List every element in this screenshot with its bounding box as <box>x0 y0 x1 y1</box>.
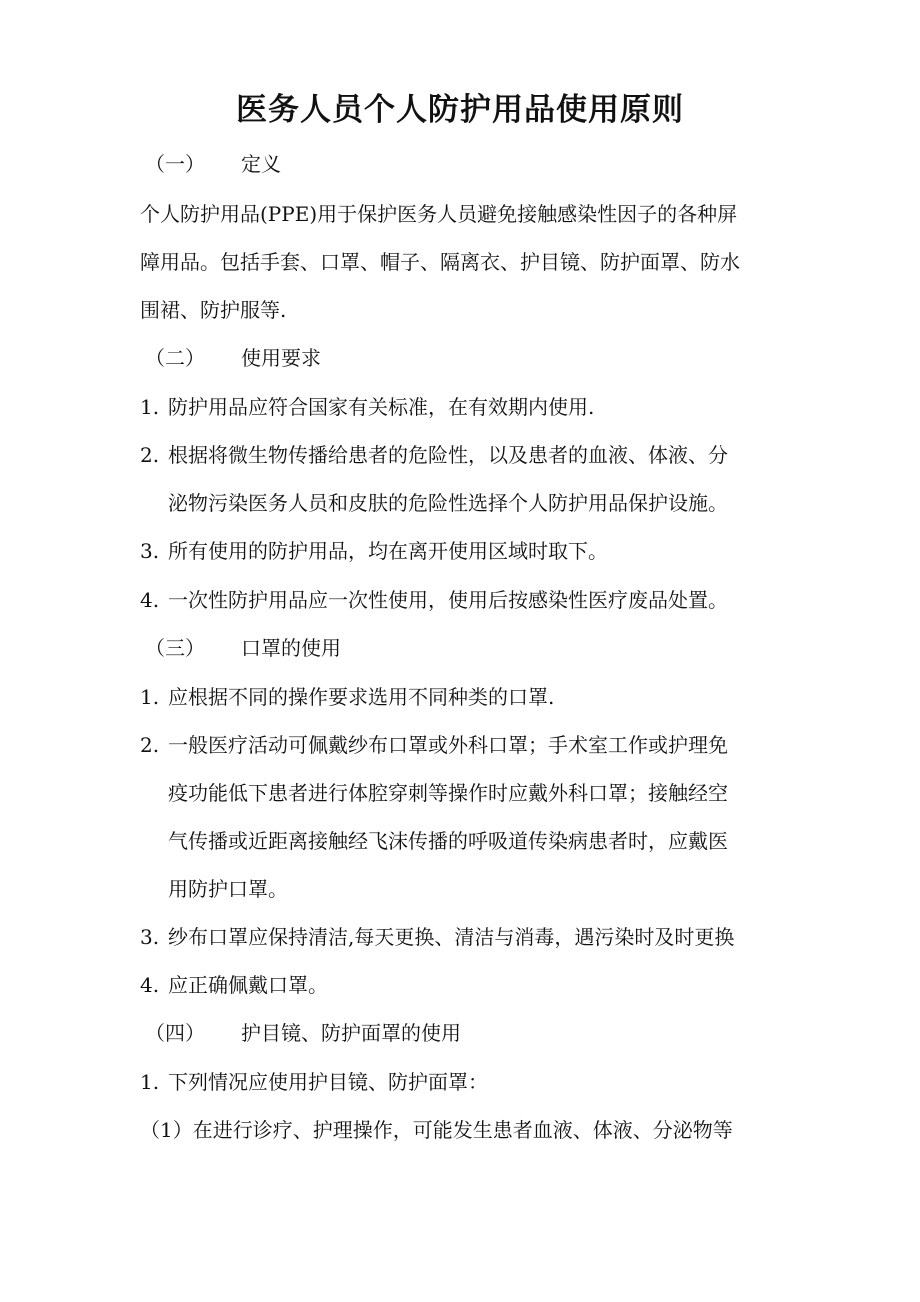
item-text: 纱布口罩应保持清洁,每天更换、清洁与消毒，遇污染时及时更换 <box>168 925 735 949</box>
item-text: 防护用品应符合国家有关标准，在有效期内使用. <box>168 395 595 419</box>
item-text-continued: 泌物污染医务人员和皮肤的危险性选择个人防护用品保护设施。 <box>168 491 728 515</box>
item-number: 1. <box>140 395 160 419</box>
sub-item-number: （1） <box>140 1118 193 1142</box>
item-text: 应根据不同的操作要求选用不同种类的口罩. <box>168 685 555 709</box>
item-text: 一般医疗活动可佩戴纱布口罩或外科口罩；手术室工作或护理免 <box>168 733 728 757</box>
item-text-continued: 用防护口罩。 <box>168 877 288 901</box>
section-title: 定义 <box>241 152 281 176</box>
sub-item-text: 在进行诊疗、护理操作，可能发生患者血液、体液、分泌物等 <box>192 1118 733 1142</box>
item-number: 2. <box>140 733 160 757</box>
list-item <box>140 923 734 951</box>
section-heading-3 <box>145 634 341 662</box>
section-title: 使用要求 <box>241 346 321 370</box>
item-number: 3. <box>140 539 160 563</box>
section-number: （二） <box>145 346 205 370</box>
item-text: 所有使用的防护用品，均在离开使用区域时取下。 <box>168 539 608 563</box>
page-title: 医务人员个人防护用品使用原则 <box>236 92 684 128</box>
item-number: 4. <box>140 973 160 997</box>
paragraph-line: 个人防护用品(PPE)用于保护医务人员避免接触感染性因子的各种屏 <box>140 202 738 226</box>
section-number: （三） <box>145 636 205 660</box>
item-number: 1. <box>140 685 160 709</box>
list-item <box>140 1068 488 1096</box>
item-text-continued: 气传播或近距离接触经飞沫传播的呼吸道传染病患者时，应戴医 <box>168 829 728 853</box>
paragraph-line: 围裙、防护服等. <box>140 298 287 322</box>
paragraph-line: 障用品。包括手套、口罩、帽子、隔离衣、护目镜、防护面罩、防水 <box>140 250 740 274</box>
section-title: 口罩的使用 <box>241 636 341 660</box>
section-number: （一） <box>145 152 205 176</box>
item-number: 1. <box>140 1070 160 1094</box>
section-heading-4 <box>145 1019 461 1047</box>
item-text: 一次性防护用品应一次性使用，使用后按感染性医疗废品处置。 <box>168 588 728 612</box>
item-text: 根据将微生物传播给患者的危险性，以及患者的血液、体液、分 <box>168 443 728 467</box>
section-title: 护目镜、防护面罩的使用 <box>241 1021 461 1045</box>
section-number: （四） <box>145 1021 205 1045</box>
list-item <box>140 441 728 469</box>
list-item <box>140 586 728 614</box>
list-item <box>140 393 594 421</box>
list-item <box>140 971 328 999</box>
item-text: 应正确佩戴口罩。 <box>168 973 328 997</box>
item-text: 下列情况应使用护目镜、防护面罩： <box>168 1070 488 1094</box>
sub-list-item <box>140 1116 733 1144</box>
item-number: 3. <box>140 925 160 949</box>
section-heading-1 <box>145 150 281 178</box>
list-item <box>140 731 728 759</box>
item-number: 4. <box>140 588 160 612</box>
item-number: 2. <box>140 443 160 467</box>
list-item <box>140 537 608 565</box>
item-text-continued: 疫功能低下患者进行体腔穿刺等操作时应戴外科口罩；接触经空 <box>168 781 728 805</box>
section-heading-2 <box>145 344 321 372</box>
list-item <box>140 683 554 711</box>
